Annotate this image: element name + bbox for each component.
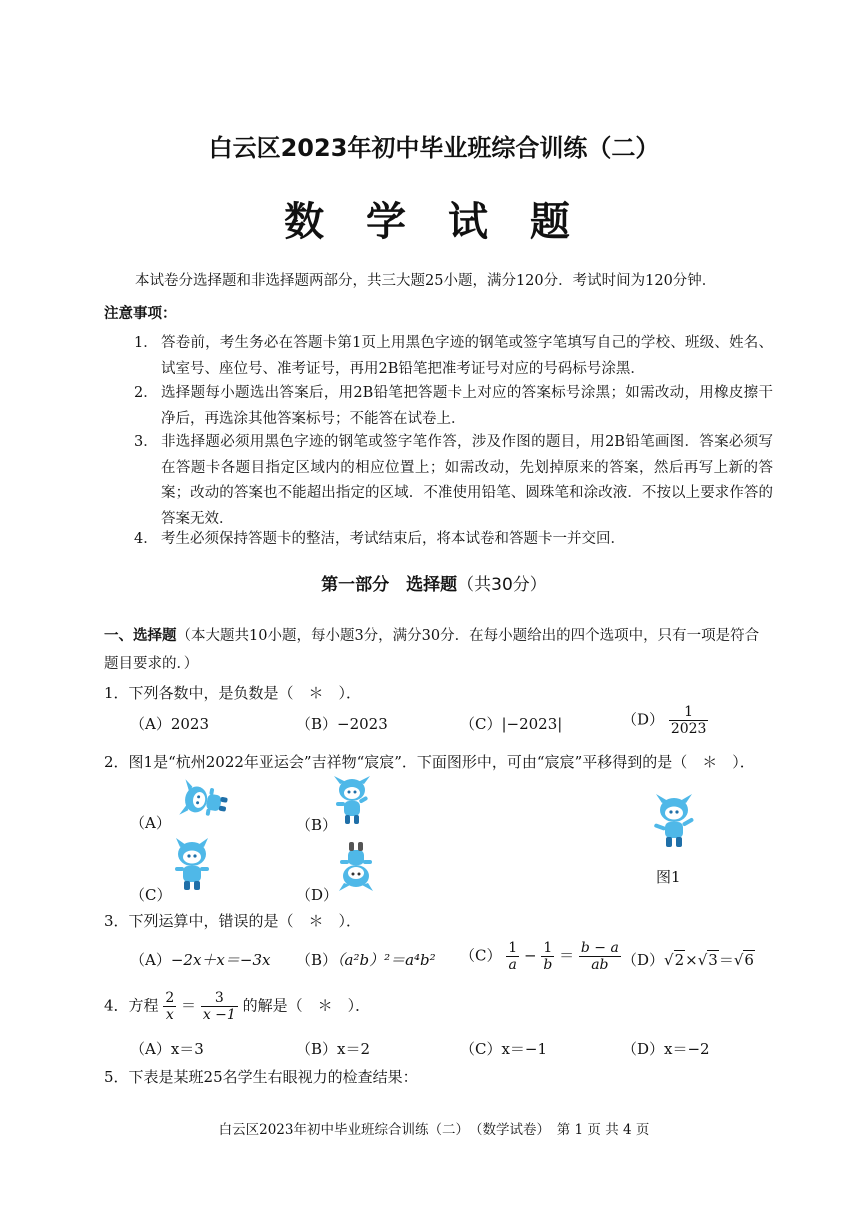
q3-option-a <box>130 949 270 970</box>
question-2-stem: 2．图1是“杭州2022年亚运会”吉祥物“宸宸”．下面图形中，可由“宸宸”平移得到的是（ ＊ ）． <box>104 753 755 771</box>
mascot-d-image <box>334 836 378 892</box>
q2-option-c: （C） <box>130 886 172 904</box>
part-title-main: 第一部分 选择题 <box>321 575 458 595</box>
q4-stem-prefix: 4．方程 <box>104 996 159 1015</box>
mascot-a-image <box>175 776 235 826</box>
fraction <box>541 940 554 973</box>
q1-option-b: （B）−2023 <box>296 715 388 733</box>
fraction-denominator: a <box>508 957 517 973</box>
fraction-denominator: x <box>165 1007 174 1023</box>
q3-option-d-label: （D） <box>622 951 665 969</box>
q3-option-b-expr: （a²b）²＝a⁴b² <box>337 951 436 969</box>
fraction <box>579 940 621 973</box>
note-number: 3． <box>134 434 158 450</box>
radicand: 6 <box>744 951 754 969</box>
sqrt: √6 <box>733 951 754 969</box>
equals-sign: ＝ <box>181 996 197 1015</box>
q3-option-c <box>460 940 621 973</box>
mascot-c-image <box>170 838 214 894</box>
intro-text: 本试卷分选择题和非选择题两部分，共三大题25小题，满分120分．考试时间为120分钟． <box>135 273 717 289</box>
exam-header: 白云区2023年初中毕业班综合训练（二） <box>208 134 660 162</box>
note-number: 2． <box>134 385 158 401</box>
note-text: 选择题每小题选出答案后，用2B铅笔把答题卡上对应的答案标号涂黑；如需改动，用橡皮擦干净后，再选涂其他答案标号；不能答在试卷上． <box>161 385 773 427</box>
fraction-numerator: 2 <box>165 990 175 1006</box>
q4-option-d: （D）x＝−2 <box>622 1040 710 1058</box>
q1-option-d-label: （D） <box>622 710 665 729</box>
fraction-numerator: 1 <box>508 940 518 956</box>
figure-1-caption: 图1 <box>656 868 681 886</box>
minus-sign: − <box>523 946 537 965</box>
q4-option-b: （B）x＝2 <box>296 1040 371 1058</box>
note-text: 非选择题必须用黑色字迹的钢笔或签字笔作答，涉及作图的题目，用2B铅笔画图．答案必须写在答题卡各题目指定区域内的相应位置上；如需改动，先划掉原来的答案，然后再写上新的答案；改动的答案也不能超出指定的区域．不准使用铅笔、圆珠笔和涂改液．不按以上要求作答的答案无效． <box>161 434 773 527</box>
part-title <box>0 570 868 595</box>
question-3-stem: 3．下列运算中，错误的是（ ＊ ）． <box>104 912 362 930</box>
question-5-stem: 5．下表是某班25名学生右眼视力的检查结果： <box>104 1068 418 1086</box>
page-title: 数 学 试 题 <box>284 199 584 245</box>
fraction-denominator: b <box>543 957 553 973</box>
note-number: 4． <box>134 531 158 547</box>
sqrt: √3 <box>697 951 718 969</box>
question-1-stem: 1．下列各数中，是负数是（ ＊ ）． <box>104 684 362 702</box>
q3-option-b <box>296 949 436 970</box>
fraction-numerator: 1 <box>669 704 709 721</box>
note-text: 考生必须保持答题卡的整洁，考试结束后，将本试卷和答题卡一并交回． <box>161 531 625 547</box>
q1-option-a: （A）2023 <box>130 715 210 733</box>
note-number: 1． <box>134 335 158 351</box>
section-heading <box>104 622 764 678</box>
figure-1-mascot-image <box>650 794 698 852</box>
equals-sign: ＝ <box>718 951 734 969</box>
section-desc: （本大题共10小题，每小题3分，满分30分．在每小题给出的四个选项中，只有一项是符合题目要求的．） <box>104 628 760 672</box>
notice-heading: 注意事项： <box>104 306 177 322</box>
page-footer: 白云区2023年初中毕业班综合训练（二） （数学试卷） 第 1 页 共 4 页 <box>218 1122 650 1138</box>
note-text: 答卷前，考生务必在答题卡第1页上用黑色字迹的钢笔或签字笔填写自己的学校、班级、姓名、试室号、座位号、准考证号，再用2B铅笔把准考证号对应的号码标号涂黑． <box>161 335 773 377</box>
section-label: 一、选择题 <box>104 628 177 644</box>
q2-option-a: （A） <box>130 814 171 832</box>
radicand: 2 <box>674 951 685 969</box>
q4-stem-suffix: 的解是（ ＊ ）． <box>242 996 371 1015</box>
fraction-numerator: b − a <box>580 940 619 956</box>
q1-option-c: （C）|−2023| <box>460 715 563 733</box>
fraction-numerator: 3 <box>201 990 238 1007</box>
mascot-b-image <box>330 776 374 828</box>
q3-option-c-label: （C） <box>460 946 502 965</box>
part-title-points: （共30分） <box>457 575 547 595</box>
radicand: 3 <box>708 951 718 969</box>
q1-option-d <box>622 704 708 737</box>
fraction-numerator: 1 <box>541 940 554 957</box>
q4-option-a: （A）x＝3 <box>130 1040 204 1058</box>
fraction-denominator: 2023 <box>670 721 707 737</box>
q4-option-c: （C）x＝−1 <box>460 1040 548 1058</box>
q3-option-a-label: （A） <box>130 951 171 969</box>
sqrt: √2 <box>664 951 685 969</box>
q2-option-b: （B） <box>296 816 338 834</box>
fraction-denominator: ab <box>591 957 609 973</box>
equals-sign: ＝ <box>559 946 575 965</box>
question-4-stem <box>104 990 370 1023</box>
fraction <box>201 990 238 1023</box>
q2-option-d: （D） <box>296 886 339 904</box>
q3-option-a-expr: −2x＋x＝−3x <box>170 951 271 969</box>
fraction-denominator: x −1 <box>202 1007 236 1023</box>
q3-option-b-label: （B） <box>296 951 338 969</box>
q3-option-d <box>622 949 755 970</box>
fraction <box>506 940 519 973</box>
times-sign: × <box>685 951 698 969</box>
fraction <box>163 990 176 1023</box>
q1-option-d-fraction <box>669 704 709 737</box>
